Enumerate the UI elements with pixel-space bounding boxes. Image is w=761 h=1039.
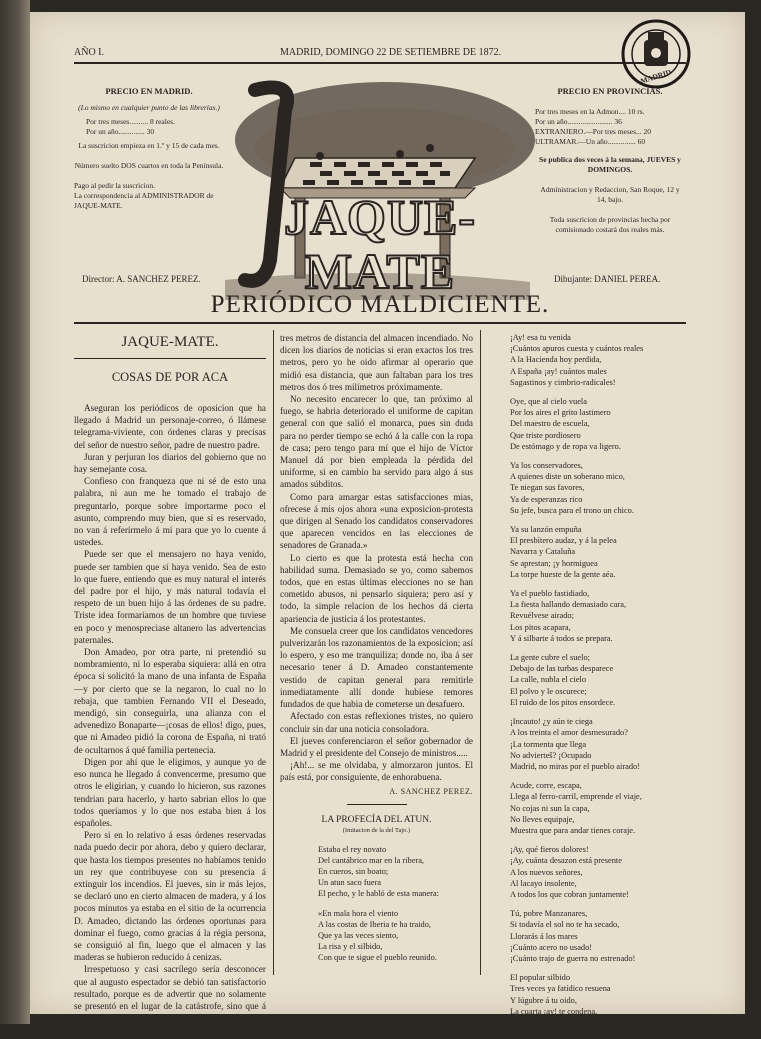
verse-line: El ruido de los pitos ensordece. (510, 697, 616, 707)
verse-line: Por los aires el grito lastimero (510, 408, 611, 418)
column-divider-1 (273, 330, 274, 975)
verse-line: La risa y el silbido, (318, 942, 383, 952)
verse-line: ¡Ay, qué fieros dolores! (510, 845, 589, 855)
verse-line: A la Hacienda hoy perdida, (510, 355, 602, 365)
dateline: MADRID, DOMINGO 22 DE SETIEMBRE DE 1872. (280, 47, 502, 58)
article-signature: A. SANCHEZ PEREZ. (389, 786, 473, 796)
verse-line: De estómago y de ropa va ligero. (510, 441, 621, 451)
paragraph: Digen por ahí que le eligimos, y aunque yo de eso nunca he llegado á convencerme, presumo que otros le eligirian, y cuando lo hicieron, sus razones tendrian para hacerlo, y harto sabrian ellos lo que todos queríamos y lo que nos estaba bien á los españoles. (74, 756, 266, 828)
verse-line: No advierteš? ¡Ocupado (510, 750, 592, 760)
verse-line: Tú, pobre Manzanares, (510, 909, 588, 919)
stanza (510, 716, 690, 772)
stanza (510, 396, 690, 452)
verse-line: Te niegan sus favores, (510, 483, 585, 493)
verse-line: Revuélvese airado; (510, 611, 574, 621)
verse-line: A quienes diste un soberano mico, (510, 472, 625, 482)
verse-line: A todos los que cobran juntamente! (510, 889, 629, 899)
verse-line: El pecho, y le habló de esta manera: (318, 889, 439, 899)
prices-provinces-line-2: Por un año........................ 36 (535, 117, 622, 126)
stamp-text: MADRID (639, 67, 673, 86)
poem2-signature: JUAN VALLEJO. (625, 1030, 690, 1039)
verse-line: Que ya las veces siento, (318, 930, 399, 940)
verse-line: Acude, corre, escapa, (510, 781, 582, 791)
prices-madrid (74, 86, 224, 211)
verse-line: Ya de esperanzas rico (510, 494, 583, 504)
verse-line: Los pitos acapara, (510, 622, 571, 632)
verse-line: En cueros, sin boato; (318, 866, 389, 876)
verse-line: El popular silbido (510, 973, 571, 983)
verse-line: No cojas ni sun la capa, (510, 803, 590, 813)
masthead-title: JAQUE-MATE (283, 189, 477, 299)
prices-provinces-line-4: ULTRAMAR.—Un año............... 60 (535, 137, 646, 146)
paragraph: Aseguran los periódicos de oposicion que ha llegado á Madrid un personaje-correo, ó llámese telegrama-viviente, con órdenes claras y precisas del señor de nuestro señor, padre de nuestro padre. (74, 403, 266, 450)
prices-provinces (535, 86, 685, 235)
paragraph: Lo cierto es que la protesta está hecha con habilidad suma. Demasiado se yo, como sabemos todos, que en estas últimas elecciones no se han cometido abusos, ni pensarlo siquiera; pero así y todo, la simple relacion de los hechos dá cierta apariencia de justicia á los protestantes. (280, 552, 473, 624)
paragraph: No necesito encarecer lo que, tan próximo al fuego, se habria deteriorado el uniforme de capitan general con que salió el monarca, pues sin duda para no perder tiempo se echó á la calle con la ropa de casa; pero tengo para mí que el hijo de Víctor Manuel dá por bien empleada la pérdida del uniforme, si en cambio ha servido para algo á sus amados súbditos. (280, 394, 473, 490)
paragraph: Don Amadeo, por otra parte, ni pretendió su nombramiento, ni lo esperaba siquiera: allá en otra época si solicitó la mano de una infanta de España—y por cierto que se la negaron, lo cual no lo rebaja, que tambien Fernando VII el Deseado, mendigó, sin conseguirla, una alianza con el advenedizo Bonaparte—¡cosas de ellos! digo, pues, que ni Amadeo pidió la corona de España, ni trató de ocultarnos á qué familia pertenecia. (74, 647, 266, 755)
section-title: JAQUE-MATE. (121, 334, 219, 350)
prices-provinces-title: PRECIO EN PROVINCIAS. (557, 86, 663, 96)
column-divider-2 (480, 330, 481, 975)
verse-line: La cuarta ¡ay! te condena, (510, 1006, 598, 1016)
poem2-body (510, 332, 690, 1039)
subtitle-rule (74, 322, 686, 324)
stanza (510, 332, 690, 388)
prices-madrid-single: Número suelto DOS cuartos en toda la Península. (74, 161, 224, 170)
verse-line: Navarra y Cataluña (510, 547, 576, 557)
stanza (510, 844, 690, 900)
paragraph: Me consuela creer que los candidatos vencedores pulverizarán los razonamientos de la exposicion; así lo espero, y eso me tranquiliza; donde no, iba á ser necesario tener á D. Amadeo constantemente vestido de capitan general para remitirle inmediatamente allí donde hubiese temores fundados de que habia de cometerse un desafuero. (280, 625, 473, 710)
stanza (308, 844, 473, 900)
paragraph: Afectado con estas reflexiones tristes, no quiero concluir sin dar una noticia consoladora. (280, 711, 473, 734)
verse-line: La torpe hueste de la gente aéa. (510, 569, 616, 579)
prices-provinces-note: Toda suscricion de provincias hecha por comisionado costará dos reales más. (549, 215, 671, 234)
paragraph: tres metros de distancia del almacen incendiado. No dicen los diarios de noticias si eran exactos los tres metros, pero yo he oido afirmar al operario que midió esa distancia, que aun faltaban para los tres metros dos ó tres milímetros próximamente. (280, 333, 473, 392)
article-column-1 (74, 402, 266, 1024)
verse-line: Si todavía el sol no te ha secado, (510, 920, 620, 930)
prices-madrid-line-2: Por un año.............. 30 (86, 127, 155, 136)
prices-madrid-note: (Lo mismo en cualquier punto de las librerías.) (78, 103, 220, 112)
poem1-subtitle: (Imitacion de la del Tajo.) (342, 826, 411, 834)
verse-line: No lleves equipaje, (510, 814, 575, 824)
verse-line: A los treinta el amor desmesurado? (510, 728, 628, 738)
verse-line: Estaba el rey novato (318, 844, 387, 854)
paragraph: Como para amargar estas satisfacciones mias, ofrecese á mis ojos ahora «una exposicion-protesta que dirigen al Senado los candidatos conservadores que aparecen vencidos en las elecciones de senadores de Granada.» (280, 491, 473, 551)
paragraph: Pero si en lo relativo á esas órdenes reservadas nada puedo decir por ahora, debo y quiero declarar, que hasta los tiempos presentes no habíamos tenido un rey que contribuyese con su presencia á extinguir los incendios. El jueves, sin ir más lejos, se declaró uno en cierto almacen de madera, y á los pocos minutos ya estaba en el sitio de la ocurrencia D. Amadeo, dictando las órdenes oportunas para dominar el fuego, como gracias á la régia persona, se consiguió al fin, luego que el almacen y las maderas se hubieron reducido á cenizas. (74, 830, 266, 963)
verse-line: Tres veces ya fatídico resuena (510, 984, 611, 994)
verse-line: ¡Ay! esa tu venida (510, 333, 571, 342)
verse-line: La fiesta hallando demasiado cara, (510, 600, 627, 610)
paragraph: Puede ser que el mensajero no haya venido, puede ser tambien que sí haya venido. Sea de esto lo que fuere, entiendo que es muy natural el interés del padre por el hijo, y más natural todavía el respeto de un buen hijo á las órdenes de su padre. Triste idea formaríamos de un hombre que tuviese en poco y menospreciase altanero las advertencias paternales. (74, 549, 266, 645)
verse-line: Al lacayo insolente, (510, 878, 577, 888)
prices-madrid-correspondence: La correspondencia al ADMINISTRADOR de JAQUE-MATE. (74, 191, 214, 210)
paragraph: ¡Ah!... se me olvidaba, y almorzaron juntos. El país está, por consiguiente, de enhorabuena. (280, 760, 473, 783)
verse-line: Se aprestan; ¡y hormiguea (510, 558, 598, 568)
verse-line: Y á silbarte á todos se prepara. (510, 633, 613, 643)
verse-line: Debajo de las turbas desparece (510, 664, 614, 674)
verse-line: A España ¡ay! cuántos males (510, 366, 607, 376)
paragraph: Juran y perjuran los diarios del gobierno que no hay semejante cosa. (74, 451, 266, 475)
prices-madrid-payment: Pago al pedir la suscricion. (74, 181, 156, 190)
verse-line: Ya su lanzón empuña (510, 525, 582, 535)
verse-line: Oh zascrino, á la irrision agena. (510, 1017, 617, 1027)
prices-provinces-line-3: EXTRANJERO.—Por tres meses... 20 (535, 127, 652, 136)
article-end-rule (347, 804, 407, 805)
year-label: AÑO I. (74, 47, 104, 58)
stanza (510, 780, 690, 836)
verse-line: Llorarás á los mares (510, 931, 578, 941)
verse-line: El presbítero audaz, y á la pelea (510, 536, 617, 546)
stanza (510, 524, 690, 580)
header-rule (74, 62, 686, 64)
verse-line: Sagastinos y cimbrio-radicales! (510, 377, 616, 387)
verse-line: ¡Cuántos apuros cuesta y cuántos reales (510, 344, 644, 354)
verse-line: El polvo y le oscurece; (510, 686, 587, 696)
verse-line: ¡Incauto! ¿y aún te ciega (510, 717, 593, 727)
illustrator-credit: Dibujante: DANIEL PEREA. (554, 274, 661, 284)
verse-line: Madrid, no miras por el pueblo airado! (510, 761, 641, 771)
prices-madrid-line-1: Por tres meses.......... 8 reales. (86, 117, 175, 126)
subtitle: PERIÓDICO MALDICIENTE. (210, 291, 550, 318)
verse-line: Un atun saco fuera (318, 878, 382, 888)
poem1-title: LA PROFECÍA DEL ATUN. (321, 814, 432, 825)
verse-line: Que triste pordiosero (510, 430, 581, 440)
paragraph: Irrespetuoso y casi sacrílego sería desconocer que al augusto espectador se debió tan satisfactorio resultado, porque es de advertir que no solamente se presentó en el lugar de la catástrofe, sino que á más de eso plantó sus augustos piés á (74, 964, 266, 1024)
verse-line: Con que te sigue el pueblo reunido. (318, 953, 437, 963)
poem1-body (280, 844, 473, 964)
stanza (510, 652, 690, 708)
paragraph: El jueves conferenciaron el señor gobernador de Madrid y el presidente del Consejo de ministros..... (280, 735, 473, 758)
prices-provinces-admin: Administracion y Redaccion, San Roque, 12 y 14, bajo. (540, 185, 680, 204)
paragraph: Confieso con franqueza que ni sé de esto una palabra, ni aun me he tomado el trabajo de preguntarlo, porque sobre importarme poco el asunto, comprendo muy bien, que si es reservado, no van á referírmelo á mí para que yo lo cuente á ustedes. (74, 476, 266, 548)
prices-madrid-title: PRECIO EN MADRID. (105, 86, 193, 96)
verse-line: A las costas de Iberia te ha traido, (318, 919, 432, 929)
newspaper-page (30, 12, 745, 1039)
verse-line: Ya los conservadores, (510, 461, 583, 471)
verse-line: La calle, nubla el cielo (510, 675, 587, 685)
stanza (510, 460, 690, 516)
verse-line: Su jefe, busca para el trono un chico. (510, 505, 634, 515)
verse-line: ¡Cuánto trajo de guerra no estrenado! (510, 953, 636, 963)
article-column-2 (280, 332, 473, 972)
article-title: COSAS DE POR ACA (111, 370, 229, 384)
verse-line: Del maestro de escuela, (510, 419, 590, 429)
verse-line: ¡Cuánto acero no usado! (510, 942, 593, 952)
stanza (510, 588, 690, 644)
verse-line: Oye, que al cielo vuela (510, 397, 587, 407)
stanza (308, 908, 473, 964)
verse-line: La gente cubre el suelo; (510, 653, 590, 663)
verse-line: Muestra que para andar tienes coraje. (510, 825, 636, 835)
verse-line: ¡La tormenta que llega (510, 739, 587, 749)
verse-line: Ya el pueblo fastidiado, (510, 589, 590, 599)
stanza (510, 908, 690, 964)
verse-line: Llega al ferro-carril, emprende el viaje, (510, 792, 642, 802)
verse-line: Y lúgubre á tu oido, (510, 995, 577, 1005)
stanza (510, 972, 690, 1028)
book-binding-edge (0, 0, 30, 1024)
section-rule (74, 358, 266, 359)
verse-line: Del cantábrico mar en la ribera, (318, 855, 425, 865)
verse-line: A los nuevos señores, (510, 867, 583, 877)
prices-madrid-subscription: La suscricion empieza en 1.º y 15 de cada mes. (78, 141, 220, 150)
prices-provinces-line-1: Por tres meses en la Admon.... 10 rs. (535, 107, 645, 116)
verse-line: ¡Ay, cuánta desazon está presente (510, 856, 622, 866)
director-credit: Director: A. SANCHEZ PEREZ. (82, 274, 201, 284)
verse-line: «En mala hora el viento (318, 908, 399, 918)
prices-provinces-published: Se publica dos veces á la semana, JUEVES y DOMINGOS. (539, 155, 681, 174)
